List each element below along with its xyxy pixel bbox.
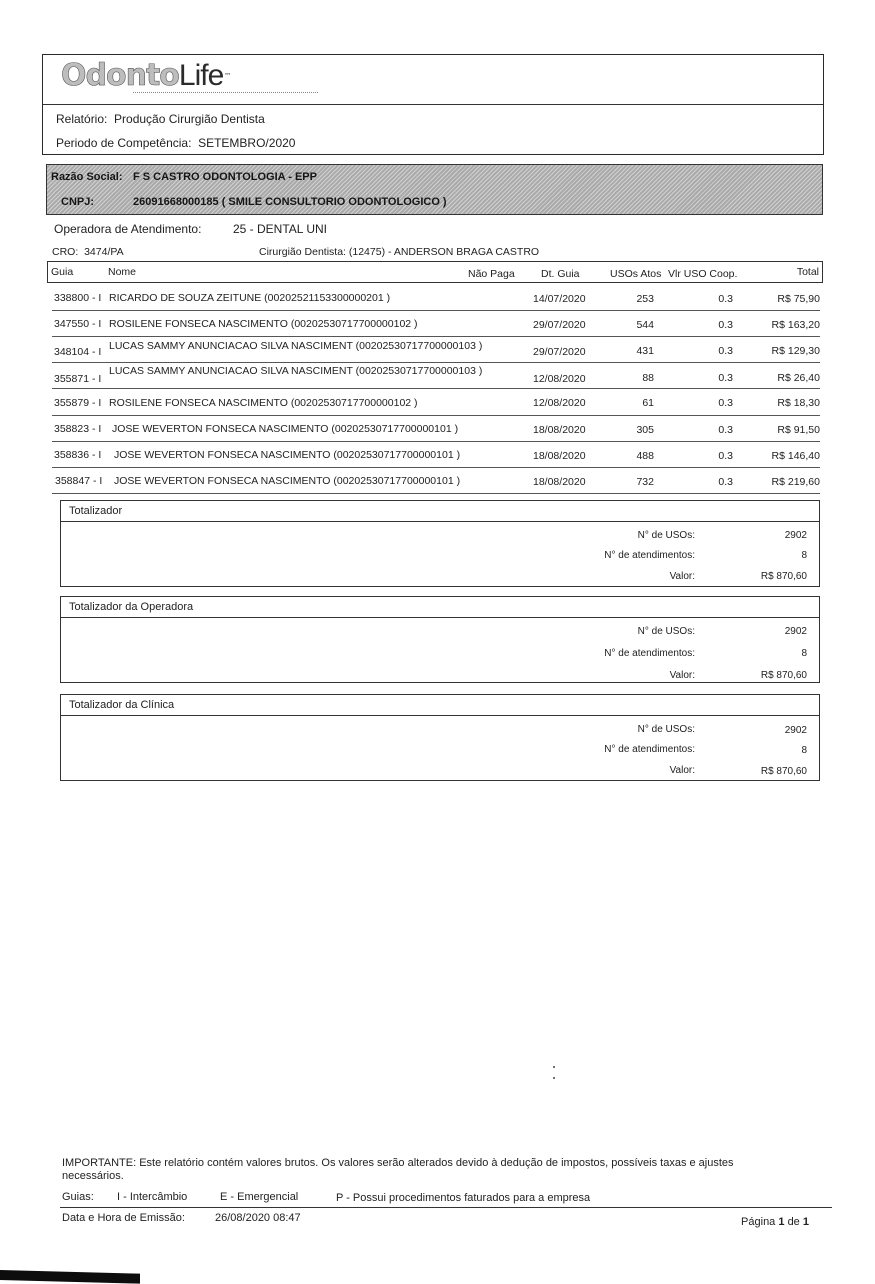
cell-total: R$ 18,30 xyxy=(777,397,820,409)
cell-guia: 348104 - I xyxy=(54,346,102,358)
table-row xyxy=(52,310,820,337)
cell-dt-guia: 18/08/2020 xyxy=(533,476,586,488)
col-header-guia: Guia xyxy=(51,266,74,278)
cell-nome: LUCAS SAMMY ANUNCIACAO SILVA NASCIMENT (00202530717700000103 ) xyxy=(109,365,483,377)
cell-guia: 338800 - I xyxy=(54,292,102,304)
dentista-line: Cirurgião Dentista: (12475) - ANDERSON BRAGA CASTRO xyxy=(259,246,540,258)
importante-note: IMPORTANTE: Este relatório contém valores brutos. Os valores serão alterados devido à dedução de impostos, possíveis taxas e ajustes necessários. xyxy=(62,1157,734,1182)
totalizador-clinica-title: Totalizador da Clínica xyxy=(69,699,175,711)
cell-dt-guia: 18/08/2020 xyxy=(533,424,586,436)
valor-label: Valor: xyxy=(669,765,695,776)
cell-usos: 88 xyxy=(642,372,654,384)
cell-vlr: 0.3 xyxy=(718,424,733,436)
cro-label: CRO: xyxy=(52,246,79,258)
totalizador-clinica-title-bar xyxy=(60,694,820,716)
emissao-label: Data e Hora de Emissão: xyxy=(62,1212,185,1224)
cell-total: R$ 26,40 xyxy=(777,372,820,384)
odontolife-logo xyxy=(61,58,231,93)
cell-total: R$ 163,20 xyxy=(771,319,820,331)
table-row xyxy=(52,362,820,389)
pagina-total: 1 xyxy=(802,1216,809,1228)
periodo-line xyxy=(56,136,295,150)
cell-usos: 305 xyxy=(636,424,654,436)
page-indicator xyxy=(741,1216,809,1228)
table-row xyxy=(52,389,820,416)
atendimentos-value: 8 xyxy=(801,550,807,561)
relatorio-label: Relatório: xyxy=(56,112,108,126)
cro-value: 3474/PA xyxy=(84,246,124,258)
pagina-atual: 1 xyxy=(778,1216,785,1228)
cell-dt-guia: 29/07/2020 xyxy=(533,346,586,358)
cnpj-value: 26091668000185 ( SMILE CONSULTORIO ODONTOLOGICO ) xyxy=(133,196,447,208)
cell-vlr: 0.3 xyxy=(718,345,733,357)
table-row xyxy=(52,467,820,494)
logo-text-life: Life xyxy=(178,59,224,92)
scan-speck xyxy=(553,1066,555,1068)
pagina-label: Página xyxy=(741,1216,776,1228)
cell-dt-guia: 29/07/2020 xyxy=(533,319,586,331)
cell-guia: 355879 - I xyxy=(54,397,102,409)
cell-nome: JOSE WEVERTON FONSECA NASCIMENTO (00202530717700000101 ) xyxy=(114,449,461,461)
usos-label: N° de USOs: xyxy=(637,626,695,637)
empresa-box xyxy=(46,164,823,215)
cell-guia: 358823 - I xyxy=(54,423,102,435)
usos-label: N° de USOs: xyxy=(637,530,695,541)
usos-value: 2902 xyxy=(784,626,807,637)
col-header-dt-guia: Dt. Guia xyxy=(541,268,580,280)
cell-total: R$ 91,50 xyxy=(777,424,820,436)
cnpj-label: CNPJ: xyxy=(61,196,95,208)
col-header-nome: Nome xyxy=(108,266,137,278)
table-header xyxy=(47,261,823,283)
valor-value: R$ 870,60 xyxy=(760,571,807,582)
report-header xyxy=(42,54,824,155)
cell-usos: 431 xyxy=(636,345,654,357)
razao-social-value: F S CASTRO ODONTOLOGIA - EPP xyxy=(133,171,317,183)
cro-line xyxy=(52,246,124,258)
cell-nome: ROSILENE FONSECA NASCIMENTO (00202530717700000102 ) xyxy=(109,318,418,330)
valor-value: R$ 870,60 xyxy=(760,670,807,681)
cell-total: R$ 75,90 xyxy=(777,293,820,305)
cell-usos: 732 xyxy=(636,476,654,488)
atendimentos-label: N° de atendimentos: xyxy=(604,744,695,755)
cell-vlr: 0.3 xyxy=(718,372,733,384)
guia-legend-intercambio: I - Intercâmbio xyxy=(117,1191,188,1203)
usos-value: 2902 xyxy=(784,725,807,736)
cell-total: R$ 146,40 xyxy=(771,450,820,462)
totalizador-clinica-body xyxy=(60,716,820,781)
valor-label: Valor: xyxy=(669,670,695,681)
valor-value: R$ 870,60 xyxy=(760,766,807,777)
cell-guia: 355871 - I xyxy=(54,373,102,385)
table-row xyxy=(52,441,820,468)
operadora-value: 25 - DENTAL UNI xyxy=(233,222,328,236)
totalizador-operadora-title: Totalizador da Operadora xyxy=(69,601,194,613)
cell-vlr: 0.3 xyxy=(718,397,733,409)
usos-value: 2902 xyxy=(784,530,807,541)
totalizador-operadora-body xyxy=(60,618,820,683)
col-header-vlr-uso: Vlr USO Coop. xyxy=(668,268,738,280)
logo-text-odonto: Odonto xyxy=(61,58,179,93)
atendimentos-label: N° de atendimentos: xyxy=(604,550,695,561)
totalizador-title-bar xyxy=(60,500,820,522)
col-header-total: Total xyxy=(796,266,819,278)
cell-nome: JOSE WEVERTON FONSECA NASCIMENTO (00202530717700000101 ) xyxy=(114,475,461,487)
logo-row xyxy=(43,55,823,105)
cell-nome: LUCAS SAMMY ANUNCIACAO SILVA NASCIMENT (00202530717700000103 ) xyxy=(109,340,483,352)
col-header-usos-atos: USOs Atos xyxy=(610,268,662,280)
cell-usos: 488 xyxy=(636,450,654,462)
razao-social-label: Razão Social: xyxy=(51,171,123,183)
logo-tagline xyxy=(133,92,318,96)
table-row xyxy=(52,284,820,311)
cell-usos: 61 xyxy=(642,397,654,409)
emissao-value: 26/08/2020 08:47 xyxy=(215,1212,301,1224)
guia-legend-procedimentos: P - Possui procedimentos faturados para a empresa xyxy=(336,1192,591,1204)
cell-usos: 544 xyxy=(636,319,654,331)
cell-dt-guia: 18/08/2020 xyxy=(533,450,586,462)
cell-guia: 358836 - I xyxy=(54,449,102,461)
cell-total: R$ 129,30 xyxy=(771,345,820,357)
cell-nome: RICARDO DE SOUZA ZEITUNE (00202521153300000201 ) xyxy=(109,292,391,304)
atendimentos-value: 8 xyxy=(801,648,807,659)
col-header-nao-paga: Não Paga xyxy=(468,268,515,280)
cell-vlr: 0.3 xyxy=(718,293,733,305)
cell-vlr: 0.3 xyxy=(718,476,733,488)
cell-dt-guia: 12/08/2020 xyxy=(533,397,586,409)
scan-edge-shadow xyxy=(0,1270,140,1284)
atendimentos-value: 8 xyxy=(801,745,807,756)
relatorio-value: Produção Cirurgião Dentista xyxy=(114,112,265,126)
periodo-value: SETEMBRO/2020 xyxy=(198,136,296,150)
cell-nome: ROSILENE FONSECA NASCIMENTO (00202530717700000102 ) xyxy=(109,397,418,409)
scan-speck xyxy=(553,1077,555,1079)
table-row xyxy=(52,415,820,442)
operadora-label: Operadora de Atendimento: xyxy=(54,222,202,236)
cell-guia: 347550 - I xyxy=(54,318,102,330)
guias-label: Guias: xyxy=(62,1191,94,1203)
cell-guia: 358847 - I xyxy=(55,475,103,487)
valor-label: Valor: xyxy=(669,571,695,582)
pagina-de: de xyxy=(787,1216,800,1228)
totalizador-title: Totalizador xyxy=(69,505,123,517)
cell-vlr: 0.3 xyxy=(718,319,733,331)
cell-vlr: 0.3 xyxy=(718,450,733,462)
cell-dt-guia: 12/08/2020 xyxy=(533,373,586,385)
cell-dt-guia: 14/07/2020 xyxy=(533,293,586,305)
cell-usos: 253 xyxy=(636,293,654,305)
relatorio-line xyxy=(56,112,265,126)
periodo-label: Periodo de Competência: xyxy=(56,136,192,150)
trademark-mark: ™ xyxy=(224,72,231,80)
atendimentos-label: N° de atendimentos: xyxy=(604,648,695,659)
totalizador-body xyxy=(60,522,820,587)
cell-total: R$ 219,60 xyxy=(771,476,820,488)
footer-divider xyxy=(60,1207,832,1208)
usos-label: N° de USOs: xyxy=(637,724,695,735)
table-row xyxy=(52,336,820,363)
guia-legend-emergencial: E - Emergencial xyxy=(220,1191,299,1203)
totalizador-operadora-title-bar xyxy=(60,596,820,618)
cell-nome: JOSE WEVERTON FONSECA NASCIMENTO (00202530717700000101 ) xyxy=(112,423,459,435)
